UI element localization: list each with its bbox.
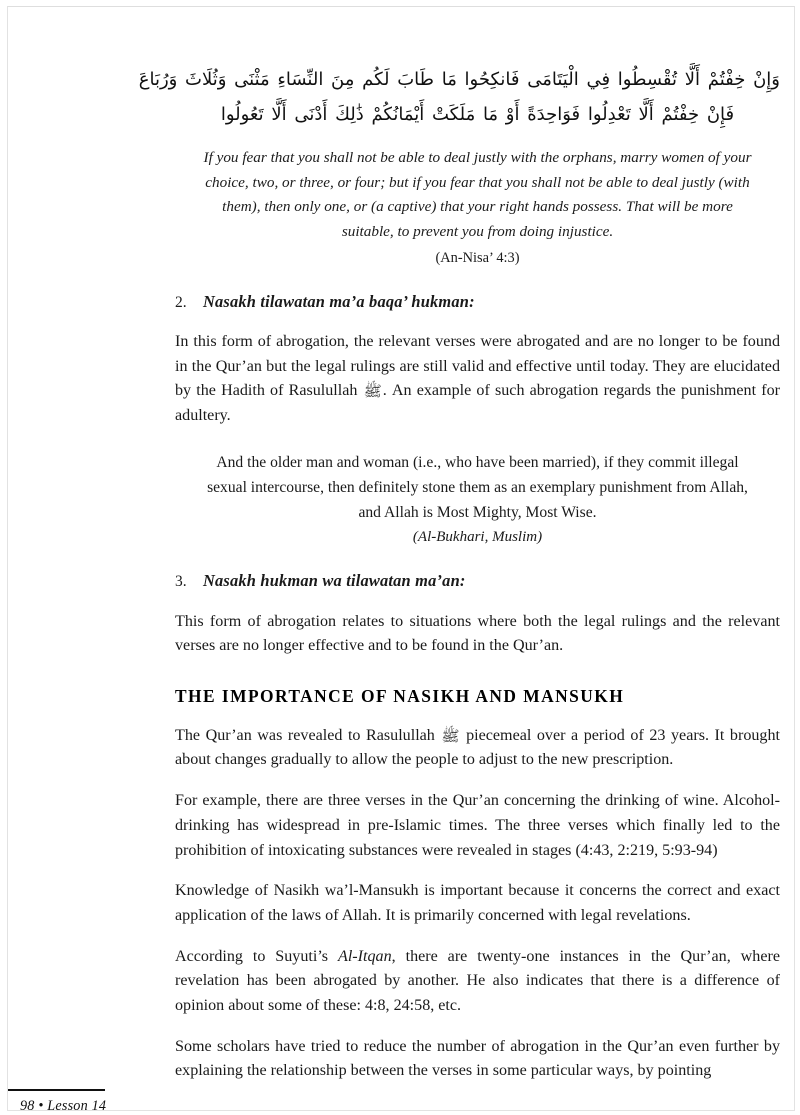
paragraph-text-before-sws: In this form of abrogation, the relevant verses were abrogated and are no longer to be found in the Qur’an but the legal rulings are still valid and effective until today. They are elucidated by the Hadith of Rasulullah — [175, 332, 780, 400]
paragraph-3: Knowledge of Nasikh wa’l-Mansukh is important because it concerns the correct and exact application of the laws of Allah. It is primarily concerned with legal revelations. — [175, 882, 780, 924]
arabic-verse-block — [138, 62, 780, 132]
paragraph-text-before-sws: The Qur’an was revealed to Rasulullah — [175, 726, 441, 744]
arabic-verse-line-2: فَإِنْ خِفْتُمْ أَلَّا تَعْدِلُوا فَوَاحِدَةً أَوْ مَا مَلَكَتْ أَيْمَانُكُمْ ذَٰلِكَ أَدْنَى أَلَّا تَعُولُوا — [220, 104, 735, 126]
paragraph-text-after-sws: piecemeal over a period of 23 years. It brought about changes gradually to allow the people to adjust to the new prescription. — [175, 726, 780, 769]
list-title: Nasakh tilawatan ma’a baqa’ hukman: — [203, 291, 475, 311]
arabic-verse-line-1: وَإِنْ خِفْتُمْ أَلَّا تُقْسِطُوا فِي الْيَتَامَى فَانكِحُوا مَا طَابَ لَكُم مِنَ النِّسَاءِ مَثْنَى وَثُلَاثَ وَرُبَاعَ — [138, 69, 780, 90]
hadith-quote: And the older man and woman (i.e., who have been married), if they commit illegal sexual intercourse, then definitely stone them as an exemplary punishment from Allah, and Allah is Most Mighty, Most Wise. — [207, 453, 748, 521]
sallallahu-alayhi-wasallam-icon: ﷺ — [441, 726, 460, 745]
paragraph-text-after-sws: . An example of such abrogation regards the punishment for adultery. — [175, 382, 780, 424]
paragraph-4 — [175, 945, 780, 1019]
numbered-heading-3 — [175, 570, 780, 592]
page-footer — [8, 1089, 308, 1115]
paragraph-text-part-2: , there are twenty-one instances in the Qur’an, where revelation has been abrogated by another. He also indicates that there is a difference of opinion about some of these: 4:8, 24:58, etc. — [175, 947, 780, 1015]
section-heading: THE IMPORTANCE OF NASIKH AND MANSUKH — [175, 686, 625, 706]
paragraph-1 — [175, 724, 780, 773]
list-title: Nasakh hukman wa tilawatan ma’an: — [203, 571, 466, 591]
hadith-source: (Al-Bukhari, Muslim) — [412, 529, 543, 546]
lesson-label: Lesson 14 — [47, 1098, 107, 1114]
verse-translation: If you fear that you shall not be able to deal justly with the orphans, marry women of your choice, two, or three, or four; but if you fear that you shall not be able to deal justly (with them), then only one, or (a captive) that your right hands possess. That will be more suitable, to prevent you from doing injustice. — [203, 149, 752, 241]
paragraph-2: For example, there are three verses in the Qur’an concerning the drinking of wine. Alcohol-drinking has widespread in pre-Islamic times. The three verses which finally led to the prohibition of intoxicating substances were revealed in stages (4:43, 2:219, 5:93-94) — [175, 792, 780, 859]
paragraph-text-part-1: According to Suyuti’s — [175, 947, 338, 965]
footer-bullet-icon: • — [38, 1098, 44, 1114]
sallallahu-alayhi-wasallam-icon: ﷺ — [363, 382, 382, 401]
book-title-al-itqan: Al-Itqan — [338, 947, 392, 965]
page-number: 98 — [20, 1098, 35, 1114]
footer-label — [20, 1098, 308, 1115]
paragraph-5: Some scholars have tried to reduce the number of abrogation in the Qur’an even further by explaining the relationship between the verses in some particular ways, by pointing — [175, 1037, 780, 1080]
verse-citation: (An-Nisa’ 4:3) — [435, 249, 520, 266]
list-number: 2. — [175, 293, 187, 311]
footer-divider — [8, 1089, 105, 1091]
numbered-heading-2 — [175, 291, 780, 313]
paragraph-item-2 — [175, 330, 780, 429]
list-number: 3. — [175, 573, 187, 591]
page-content — [138, 0, 780, 1084]
paragraph-item-3: This form of abrogation relates to situations where both the legal rulings and the relevant verses are no longer effective and to be found in the Qur’an. — [175, 612, 780, 655]
